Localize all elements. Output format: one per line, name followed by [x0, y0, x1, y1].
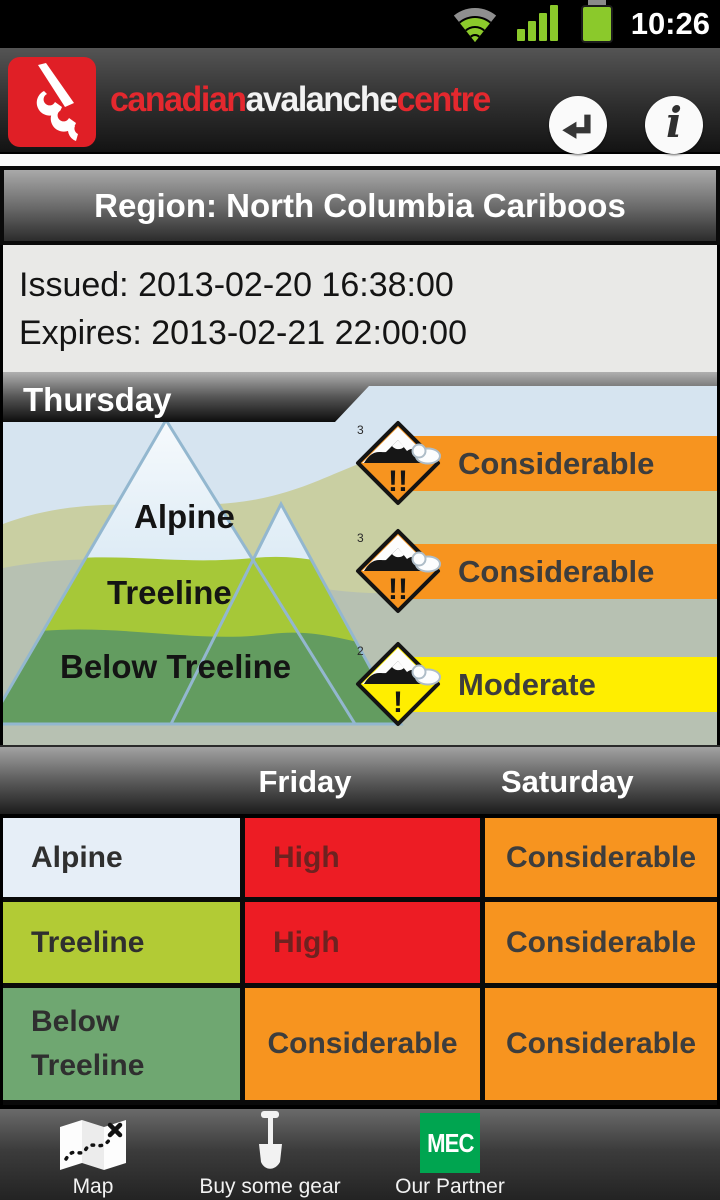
- region-bar: [0, 166, 720, 245]
- app-header: [0, 48, 720, 152]
- clock: 10:26: [630, 6, 710, 41]
- rating-banner-treeline: [357, 531, 717, 606]
- back-button[interactable]: [549, 96, 607, 154]
- friday-column-header: Friday: [258, 764, 352, 799]
- brand-title: [110, 48, 490, 152]
- outlook-header: [0, 745, 720, 818]
- danger-diamond-icon: [355, 528, 451, 619]
- rating-banner-alpine: [357, 423, 717, 498]
- svg-text:3: 3: [357, 531, 364, 545]
- svg-text:3: 3: [357, 423, 364, 437]
- issued-text: Issued: 2013-02-20 16:38:00: [19, 266, 454, 304]
- back-arrow-icon: [556, 102, 600, 149]
- brand-part-canadian: canadian: [110, 80, 246, 119]
- bottom-nav: [0, 1105, 720, 1200]
- day-tab-label: Thursday: [23, 381, 172, 418]
- rating-banner-below-treeline: [357, 644, 717, 719]
- header-divider: [0, 152, 720, 166]
- below-treeline-saturday-rating: Considerable: [485, 988, 717, 1105]
- svg-text:!!: !!: [388, 465, 408, 498]
- treeline-friday-rating: High: [245, 902, 485, 988]
- nav-item-map[interactable]: [30, 1111, 156, 1200]
- expires-text: Expires: 2013-02-21 22:00:00: [19, 314, 467, 352]
- svg-text:!: !: [393, 686, 403, 719]
- danger-diamond-icon: [355, 420, 451, 511]
- brand-part-avalanche: avalanche: [245, 80, 397, 119]
- alpine-rating-label: Considerable: [458, 445, 655, 481]
- signal-strength-icon: [517, 1, 563, 48]
- treeline-saturday-rating: Considerable: [485, 902, 717, 988]
- nav-label-buy-gear: Buy some gear: [199, 1175, 341, 1198]
- battery-icon: [579, 0, 615, 49]
- info-icon: i: [666, 98, 682, 147]
- svg-text:2: 2: [357, 644, 364, 658]
- mec-logo: MEC: [420, 1111, 480, 1173]
- bulletin-meta: [0, 245, 720, 372]
- below-treeline-rating-label: Moderate: [458, 666, 596, 702]
- nav-item-partner[interactable]: [375, 1111, 525, 1200]
- alpine-friday-rating: High: [245, 818, 485, 902]
- danger-diamond-icon: [355, 641, 451, 732]
- wifi-icon: [449, 1, 501, 48]
- saturday-column-header: Saturday: [501, 764, 634, 799]
- below-treeline-label: Below Treeline: [60, 648, 292, 685]
- nav-label-partner: Our Partner: [395, 1175, 505, 1198]
- region-title: Region: North Columbia Cariboos: [94, 186, 626, 224]
- map-icon: [56, 1111, 130, 1173]
- status-bar: [0, 0, 720, 48]
- table-row-treeline: [3, 902, 717, 988]
- outlook-table: [0, 818, 720, 1105]
- shovel-icon: [250, 1111, 290, 1173]
- table-row-alpine: [3, 818, 717, 902]
- nav-label-map: Map: [72, 1175, 114, 1198]
- treeline-row-label: Treeline: [3, 902, 245, 988]
- today-forecast-graphic: [0, 372, 720, 745]
- below-treeline-friday-rating: Considerable: [245, 988, 485, 1105]
- info-button[interactable]: [645, 96, 703, 154]
- alpine-row-label: Alpine: [3, 818, 245, 902]
- brand-part-centre: centre: [396, 80, 490, 119]
- avalanche-centre-logo-icon: [8, 57, 96, 147]
- nav-item-buy-gear[interactable]: [180, 1111, 360, 1200]
- alpine-label: Alpine: [134, 498, 235, 535]
- below-treeline-row-label: Below Treeline: [3, 988, 245, 1105]
- treeline-rating-label: Considerable: [458, 553, 655, 589]
- svg-text:!!: !!: [388, 573, 408, 606]
- alpine-saturday-rating: Considerable: [485, 818, 717, 902]
- treeline-label: Treeline: [107, 574, 232, 611]
- table-row-below-treeline: [3, 988, 717, 1105]
